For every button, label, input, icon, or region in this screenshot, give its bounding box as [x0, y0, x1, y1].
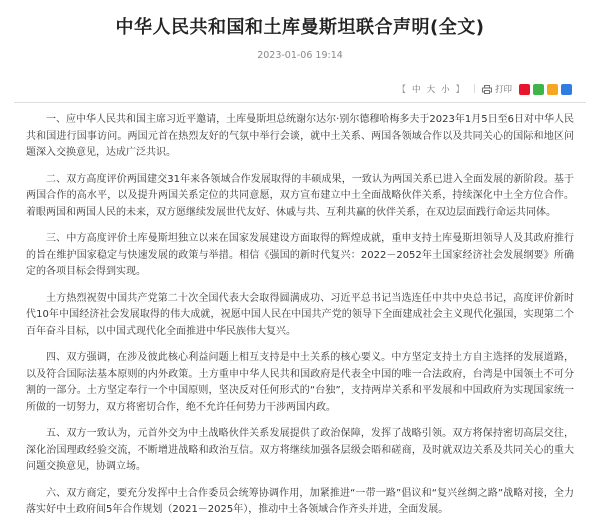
paragraph-6: 五、双方一致认为，元首外交为中土战略伙伴关系发展提供了政治保障，发挥了战略引领。双方将保持密切高层交往，深化治国理政经验交流，不断增进战略和政治互信。双方将继续加强各层级会晤和磋商，及时就双边关系及共同关心的重大问题交换意见，协调立场。 [26, 428, 574, 472]
print-label: 打印 [494, 85, 512, 95]
toolbar-separator-line [14, 102, 586, 103]
bracket-close: 】 [455, 85, 465, 95]
font-size-small-button[interactable]: 小 [441, 85, 450, 95]
wechat-icon[interactable] [533, 84, 544, 95]
publish-date: 2023-01-06 19:14 [257, 50, 343, 61]
font-size-large-button[interactable]: 中 [412, 85, 421, 95]
weibo-icon[interactable] [519, 84, 530, 95]
font-size-medium-button[interactable]: 大 [426, 85, 436, 95]
print-icon [482, 85, 492, 94]
share-bar [516, 84, 572, 95]
bracket-open: 【 [397, 85, 407, 95]
paragraph-5: 四、双方强调，在涉及彼此核心利益问题上相互支持是中土关系的核心要义。中方坚定支持土方自主选择的发展道路，以及符合国际法基本原则的内外政策。土方重申中华人民共和国政府是代表全中国的唯一合法政府，台湾是中国领土不可分割的一部分。土方坚定奉行一个中国原则，坚决反对任何形式的“台独”，支持两岸关系和平发展和中国政府为实现国家统一所做的一切努力，双方将密切合作，绝不允许任何势力干涉两国内政。 [26, 352, 574, 413]
paragraph-4: 土方热烈祝贺中国共产党第二十次全国代表大会取得圆满成功、习近平总书记当选连任中共中央总书记，高度评价新时代10年中国经济社会发展取得的伟大成就，祝愿中国人民在中国共产党的领导下全面建成社会主义现代化强国，实现第二个百年奋斗目标，以中国式现代化全面推进中华民族伟大复兴。 [26, 292, 574, 337]
paragraph-3: 三、中方高度评价土库曼斯坦独立以来在国家发展建设方面取得的辉煌成就，重申支持土库曼斯坦领导人及其政府推行的旨在维护国家稳定与快速发展的政策与举措。相信《强国的新时代复兴：2022－2052年土国家经济社会发展纲要》所确定的各项目标会得到实现。 [26, 233, 574, 277]
print-button[interactable] [482, 83, 512, 95]
font-size-switcher [395, 83, 468, 95]
article-body [14, 112, 586, 519]
paragraph-7: 六、双方商定，要充分发挥中土合作委员会统筹协调作用，加紧推进“一带一路”倡议和“复兴丝绸之路”战略对接，全力落实好中土政府间5年合作规划（2021－2025年），推动中土各领域合作齐头并进，全面发展。 [26, 487, 574, 515]
more-share-icon[interactable] [561, 84, 572, 95]
qzone-icon[interactable] [547, 84, 558, 95]
article-toolbar [14, 82, 586, 96]
article-title: 中华人民共和国和土库曼斯坦联合声明(全文) [115, 17, 485, 38]
toolbar-divider: | [473, 84, 476, 94]
paragraph-2: 二、双方高度评价两国建交31年来各领域合作发展取得的丰硕成果，一致认为两国关系已进入全面发展的新阶段。基于两国合作的高水平，以及提升两国关系定位的共同意愿，双方宣布建立中土全面战略伙伴关系，持续深化中土全方位合作。着眼两国和两国人民的未来，双方愿继续发展世代友好、休戚与共、互利共赢的伙伴关系，在双边层面践行命运共同体。 [26, 173, 574, 218]
paragraph-1: 一、应中华人民共和国主席习近平邀请，土库曼斯坦总统谢尔达尔·别尔德穆哈梅多夫于2023年1月5日至6日对中华人民共和国进行国事访问。两国元首在热烈友好的气氛中举行会谈，就中土关系、两国各领域合作以及共同关心的国际和地区问题深入交换意见，达成广泛共识。 [26, 114, 574, 158]
